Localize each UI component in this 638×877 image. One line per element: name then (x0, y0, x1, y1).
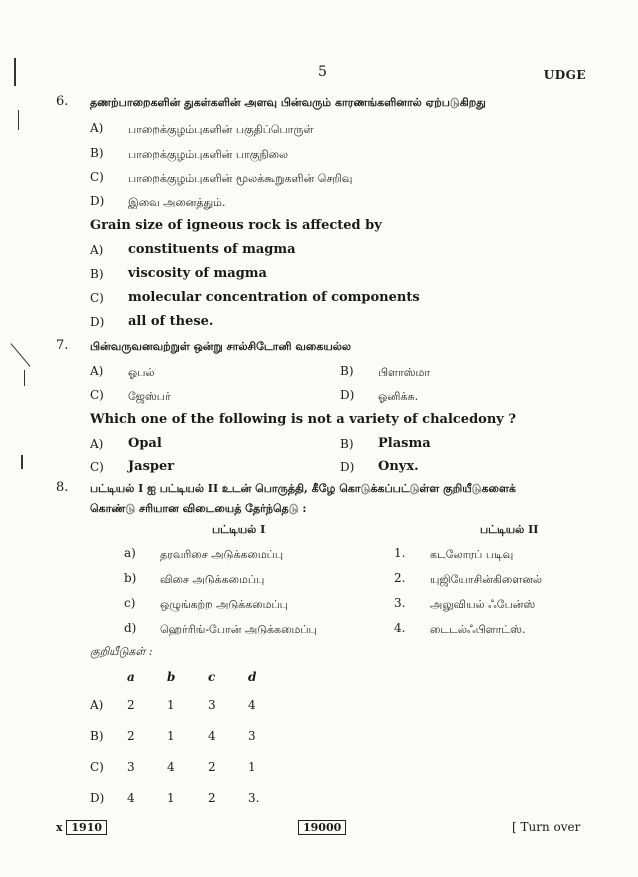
scan-mark (18, 110, 19, 130)
codes-row-label: D) (90, 791, 105, 805)
codes-cell: 3. (248, 791, 260, 805)
list2-label: 3. (394, 596, 406, 610)
codes-row-label: B) (90, 729, 104, 743)
codes-cell: 3 (127, 760, 135, 774)
list2-label: 2. (394, 571, 406, 585)
codes-cell: 2 (208, 760, 216, 774)
question-number: 6. (56, 94, 69, 109)
list1-item: ஒழுங்கற்ற அடுக்கமைப்பு (160, 598, 288, 611)
list1-title: பட்டியல் I (212, 523, 266, 536)
option-label: D) (90, 315, 105, 329)
option-label: B) (90, 146, 104, 160)
question-number: 7. (56, 338, 69, 353)
option-label: A) (90, 437, 104, 451)
turn-over-text: [ Turn over (512, 820, 581, 834)
paper-code: UDGE (543, 68, 586, 82)
codes-cell: 2 (127, 698, 135, 712)
list2-label: 4. (394, 621, 406, 635)
footer-center-code: 19000 (298, 820, 346, 835)
codes-header-cell: d (248, 670, 257, 684)
list2-title: பட்டியல் II (480, 523, 539, 536)
footer-left (56, 820, 107, 834)
list2-item: கடலோரப் படிவு (430, 548, 514, 561)
scan-mark (24, 370, 25, 386)
codes-label: குறியீடுகள் : (90, 645, 153, 658)
codes-header-cell: b (167, 670, 176, 684)
option-text-tamil: ஜேஸ்பர் (128, 390, 171, 403)
option-text-tamil: ஓனிக்சு. (378, 390, 419, 403)
codes-row-label: A) (90, 698, 104, 712)
option-text-english: viscosity of magma (128, 266, 267, 281)
option-text-english: Opal (128, 436, 162, 451)
codes-cell: 4 (167, 760, 175, 774)
list1-label: b) (124, 571, 137, 585)
option-text-english: constituents of magma (128, 242, 296, 257)
codes-cell: 1 (248, 760, 256, 774)
question-text-tamil: தணற்பாறைகளின் துகள்களின் அளவு பின்வரும் காரணங்களினால் ஏற்படுகிறது (90, 96, 486, 109)
option-label: A) (90, 243, 104, 257)
option-label: C) (90, 388, 104, 402)
list1-label: a) (124, 546, 136, 560)
list1-item: தரவரிசை அடுக்கமைப்பு (160, 548, 284, 561)
list1-item: விசை அடுக்கமைப்பு (160, 573, 265, 586)
question-text-english: Grain size of igneous rock is affected by (90, 218, 382, 233)
question-number: 8. (56, 480, 69, 495)
codes-cell: 3 (208, 698, 216, 712)
list1-label: c) (124, 596, 136, 610)
option-text-english: molecular concentration of components (128, 290, 420, 305)
list1-item: ஹெர்ரிங்-போன் அடுக்கமைப்பு (160, 623, 317, 636)
list2-item: டைடல்ஃபிளாட்ஸ். (430, 623, 526, 636)
question-text-english: Which one of the following is not a variety of chalcedony ? (90, 412, 516, 427)
codes-cell: 3 (248, 729, 256, 743)
codes-cell: 4 (208, 729, 216, 743)
question-text-tamil-line2: கொண்டு சரியான விடையைத் தேர்ந்தெடு : (90, 502, 307, 515)
codes-header-cell: c (208, 670, 216, 684)
scan-mark (10, 343, 30, 367)
option-label: A) (90, 364, 104, 378)
codes-cell: 4 (248, 698, 256, 712)
codes-cell: 2 (208, 791, 216, 805)
option-label: C) (90, 460, 104, 474)
option-text-tamil: இவை அனைத்தும். (128, 196, 226, 209)
scan-mark (21, 455, 23, 469)
codes-cell: 4 (127, 791, 135, 805)
option-label: B) (90, 267, 104, 281)
option-label: D) (340, 460, 355, 474)
question-text-tamil: பின்வருவனவற்றுள் ஒன்று சால்சிடோனி வகையல்ல (90, 340, 352, 353)
option-text-english: Onyx. (378, 459, 419, 474)
option-text-tamil: ஓபல் (128, 366, 155, 379)
codes-header-cell: a (127, 670, 135, 684)
question-text-tamil: பட்டியல் I ஐ பட்டியல் II உடன் பொருத்தி, கீழே கொடுக்கப்பட்டுள்ள குறியீடுகளைக் (90, 482, 516, 495)
option-label: A) (90, 121, 104, 135)
option-label: D) (90, 194, 105, 208)
page-number: 5 (318, 64, 327, 80)
option-label: D) (340, 388, 355, 402)
codes-cell: 1 (167, 698, 175, 712)
option-text-english: Plasma (378, 436, 431, 451)
list2-label: 1. (394, 546, 406, 560)
option-text-english: Jasper (128, 459, 175, 474)
option-label: C) (90, 170, 104, 184)
codes-cell: 1 (167, 791, 175, 805)
option-label: B) (340, 364, 354, 378)
list1-label: d) (124, 621, 137, 635)
option-text-tamil: பாறைக்குழம்புகளின் பாகுநிலை (128, 148, 289, 161)
codes-cell: 1 (167, 729, 175, 743)
option-text-tamil: பாறைக்குழம்புகளின் மூலக்கூறுகளின் செறிவு (128, 172, 353, 185)
scan-mark (14, 58, 16, 86)
codes-cell: 2 (127, 729, 135, 743)
option-text-tamil: பிளாஸ்மா (378, 366, 431, 379)
footer-left-code: 1910 (66, 820, 107, 835)
list2-item: அலுவியல் ஃபேன்ஸ் (430, 598, 536, 611)
codes-row-label: C) (90, 760, 104, 774)
list2-item: யுஜியோசின்கிளைனல் (430, 573, 543, 586)
option-label: B) (340, 437, 354, 451)
footer-prefix: x (56, 821, 63, 834)
option-text-tamil: பாறைக்குழம்புகளின் பகுதிப்பொருள் (128, 123, 314, 136)
option-text-english: all of these. (128, 314, 214, 329)
footer-center (298, 820, 346, 834)
option-label: C) (90, 291, 104, 305)
